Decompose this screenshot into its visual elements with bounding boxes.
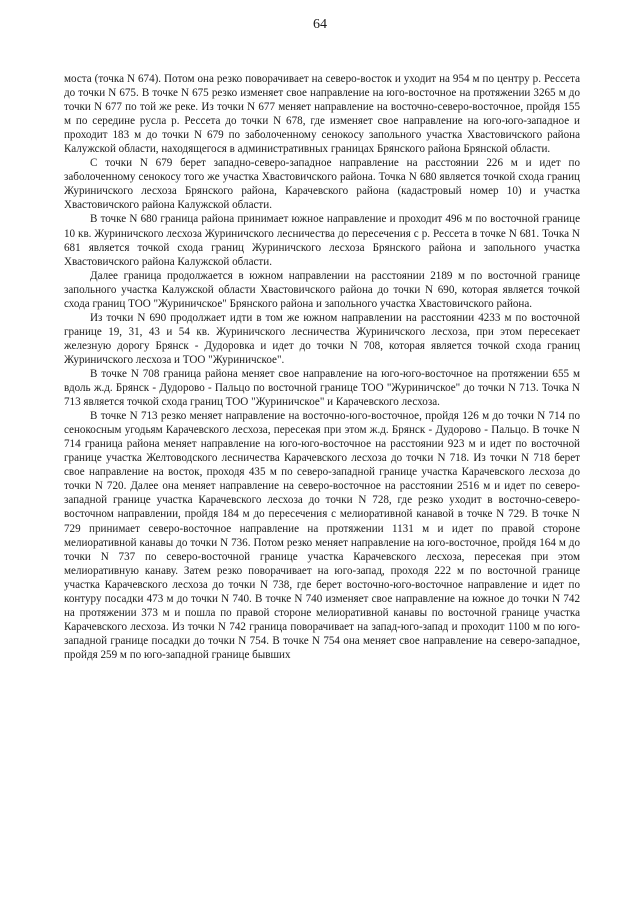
paragraph-6: В точке N 708 граница района меняет свое направление на юго-юго-восточное на протяжении 655 м вдоль ж.д. Брянск - Дудорово - Пальцо по восточной границе ТОО "Журиничское" до точки N 713. Точка N 713 является точкой схода границ ТОО "Журиничское" и Карачевского лесхоза. [64, 367, 580, 409]
paragraph-5: Из точки N 690 продолжает идти в том же южном направлении на расстоянии 4233 м по восточной границе 19, 31, 43 и 54 кв. Журиничского лесничества Журиничского лесхоза, при этом пересекает железную дорогу Брянск - Дудоровка и идет до точки N 708, которая является точкой схода границ Журиничского лесхоза и ТОО "Журиничское". [64, 311, 580, 366]
body-text [64, 72, 580, 662]
paragraph-7: В точке N 713 резко меняет направление на восточно-юго-восточное, пройдя 126 м до точки N 714 по сенокосным угодьям Карачевского лесхоза, пересекая при этом ж.д. Брянск - Дудорово - Пальцо. В точке N 714 граница района меняет направление на юго-юго-восточное на расстоянии 923 м и идет по восточной границе участка Желтоводского лесничества Карачевского лесхоза до точки N 718. Из точки N 718 берет свое направление на восток, проходя 435 м по северо-западной границе участка Карачевского лесхоза до точки N 720. Далее она меняет направление на северо-восточное на расстоянии 2516 м и идет по северо-западной границе участка Карачевского лесхоза до точки N 728, где резко уходит в восточно-северо-восточном направлении, пройдя 184 м до пересечения с мелиоративной канавой в точке N 729. В точке N 729 принимает северо-восточное направление на протяжении 1131 м и идет по правой стороне мелиоративной канавы до точки N 736. Потом резко меняет направление на юго-восточное, пройдя 164 м до точки N 737 по северо-восточной границе участка Карачевского лесхоза, пересекая при этом мелиоративную канаву. Затем резко поворачивает на юго-запад, проходя 222 м по восточной границе участка Карачевского лесхоза до точки N 738, где берет восточно-юго-восточное направление и идет по контуру посадки 473 м до точки N 740. В точке N 740 изменяет свое направление на южное до точки N 742 на протяжении 373 м и пошла по правой стороне мелиоративной канавы по восточной границе участка Карачевского лесхоза. Из точки N 742 граница поворачивает на запад-юго-запад и проходит 1100 м по юго-западной границе посадки до точки N 754. В точке N 754 она меняет свое направление на северо-западное, пройдя 259 м по юго-западной границе бывших [64, 410, 580, 661]
paragraph-3: В точке N 680 граница района принимает южное направление и проходит 496 м по восточной границе 10 кв. Журиничского лесхоза Журиничского лесничества до пересечения с р. Рессета в точке N 681. Точка N 681 является точкой схода границ Журиничского лесхоза Брянского района и запольного участка Хвастовичского района Калужской области. [64, 213, 580, 268]
paragraph-4: Далее граница продолжается в южном направлении на расстоянии 2189 м по восточной границе запольного участка Калужской области Хвастовичского района до точки N 690, которая является точкой схода границ ТОО "Журиничское" Брянского района и запольного участка Хвастовичского района. [64, 269, 580, 310]
paragraph-2: С точки N 679 берет западно-северо-западное направление на расстоянии 226 м и идет по заболоченному сенокосу того же участка Хвастовичского района. Точка N 680 является точкой схода границ Журиничского лесхоза Брянского района, Карачевского района (кадастровый номер 10) и участка Хвастовичского района Калужской области. [64, 157, 580, 212]
paragraph-1: моста (точка N 674). Потом она резко поворачивает на северо-восток и уходит на 954 м по центру р. Рессета до точки N 675. В точке N 675 резко изменяет свое направление на юго-восточное на протяжении 3265 м до точки N 677 по той же реке. Из точки N 677 меняет направление на восточно-северо-восточное, пройдя 155 м по середине русла р. Рессета до точки N 678, где изменяет свое направление на юго-юго-западное и проходит 183 м до точки N 679 по заболоченному сенокосу запольного участка Хвастовичского района Калужской области, находящегося в административных границах Брянского района Брянской области. [64, 73, 580, 156]
page-number: 64 [313, 17, 327, 32]
